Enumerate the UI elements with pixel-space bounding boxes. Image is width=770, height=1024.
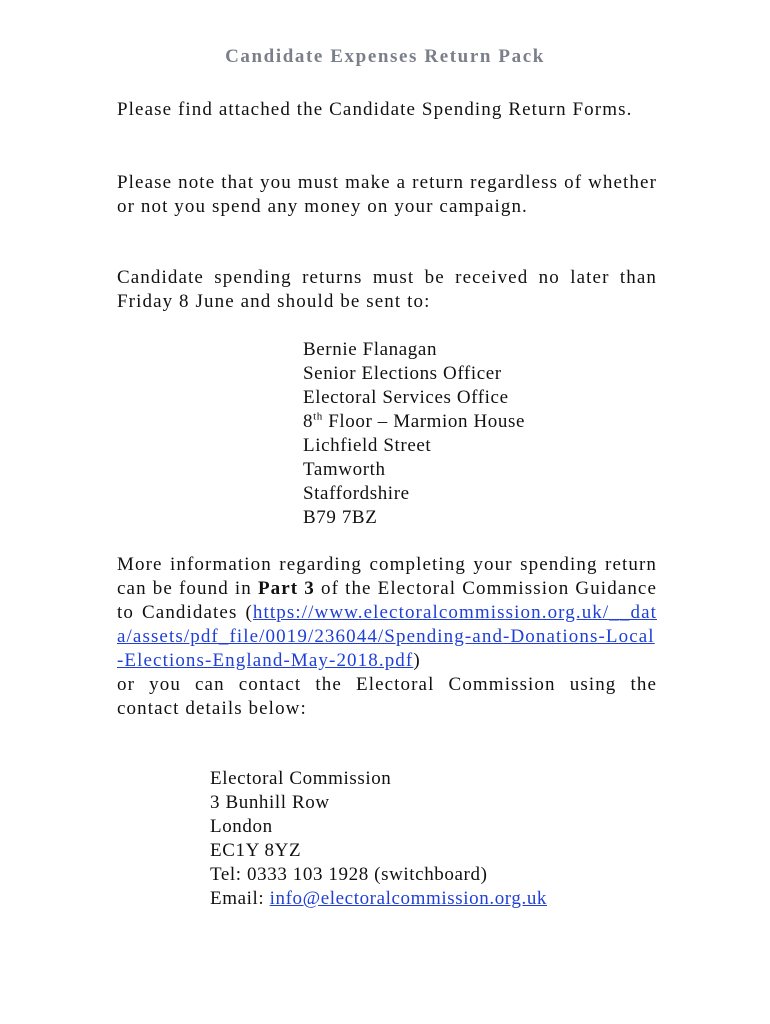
email-link[interactable]: info@electoralcommission.org.uk <box>269 888 548 909</box>
address-town: Tamworth <box>303 459 386 480</box>
email-label: Email: <box>210 888 270 909</box>
address-office: Electoral Services Office <box>303 387 509 408</box>
address-street: Lichfield Street <box>303 435 432 456</box>
guidance-before: More information regarding completing your spending return can be found in <box>117 554 657 599</box>
commission-postcode: EC1Y 8YZ <box>210 840 302 861</box>
floor-ordinal: th <box>313 410 323 423</box>
address-role: Senior Elections Officer <box>303 363 502 384</box>
guidance-paragraph <box>117 553 657 721</box>
guidance-after: of the Electoral Commission Guidance to Candidates ( <box>117 578 657 623</box>
guidance-text <box>117 553 657 673</box>
intro-paragraph: Please find attached the Candidate Spending Return Forms. <box>117 99 633 120</box>
deadline-paragraph: Candidate spending returns must be received no later than Friday 8 June and should be sent to: <box>117 267 657 312</box>
address-postcode: B79 7BZ <box>303 507 378 528</box>
contact-intro: or you can contact the Electoral Commission using the contact details below: <box>117 674 657 719</box>
commission-name: Electoral Commission <box>210 768 392 789</box>
returns-address <box>303 338 525 530</box>
floor-number: 8 <box>303 411 314 432</box>
page-title: Candidate Expenses Return Pack <box>225 46 545 67</box>
guidance-close: ) <box>413 650 421 671</box>
commission-city: London <box>210 816 273 837</box>
return-notice-paragraph: Please note that you must make a return regardless of whether or not you spend any money on your campaign. <box>117 172 657 217</box>
address-county: Staffordshire <box>303 483 410 504</box>
commission-street: 3 Bunhill Row <box>210 792 330 813</box>
commission-email-line <box>210 887 547 911</box>
floor-building: Floor – Marmion House <box>322 411 526 432</box>
commission-tel: Tel: 0333 103 1928 (switchboard) <box>210 864 488 885</box>
guidance-link[interactable]: https://www.electoralcommission.org.uk/__data/assets/pdf_file/0019/236044/Spending-and-Donations-Local-Elections-England-May-2018.pdf <box>117 602 657 671</box>
commission-address <box>210 767 547 911</box>
guidance-part: Part 3 <box>257 578 315 599</box>
address-name: Bernie Flanagan <box>303 339 438 360</box>
address-floor <box>303 410 525 434</box>
